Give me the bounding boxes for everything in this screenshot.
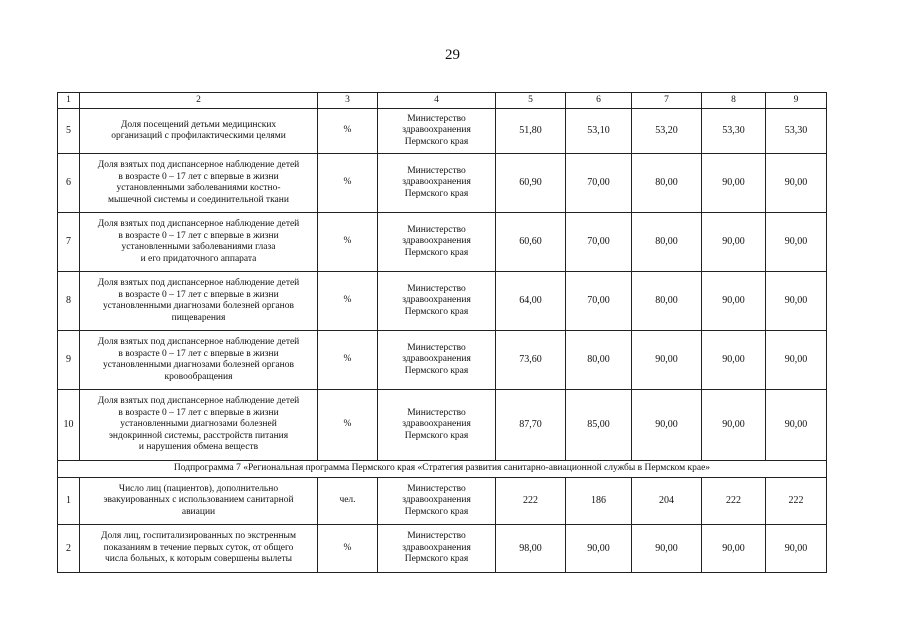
value-cell: 73,60 (496, 331, 566, 390)
page-number: 29 (445, 47, 460, 63)
header-cell: 5 (496, 93, 566, 109)
row-number: 8 (58, 272, 80, 331)
value-cell: 60,90 (496, 154, 566, 213)
responsible-cell: Министерство здравоохранения Пермского края (378, 525, 496, 573)
value-cell: 53,30 (766, 109, 827, 154)
value-cell: 90,00 (766, 390, 827, 461)
value-cell: 80,00 (632, 213, 702, 272)
value-cell: 90,00 (702, 154, 766, 213)
responsible-cell: Министерство здравоохранения Пермского края (378, 331, 496, 390)
value-cell: 90,00 (766, 331, 827, 390)
table-row (58, 272, 827, 331)
indicator-name: Доля взятых под диспансерное наблюдение детей в возрасте 0 – 17 лет с впервые в жизни установленными заболеваниями костно- мышечной системы и соединительной ткани (80, 154, 318, 213)
value-cell: 222 (766, 478, 827, 525)
value-cell: 90,00 (702, 390, 766, 461)
indicator-name: Доля посещений детьми медицинских организаций с профилактическими целями (80, 109, 318, 154)
table-row (58, 331, 827, 390)
table-row (58, 154, 827, 213)
value-cell: 90,00 (632, 390, 702, 461)
indicator-name: Число лиц (пациентов), дополнительно эвакуированных с использованием санитарной авиации (80, 478, 318, 525)
value-cell: 90,00 (702, 213, 766, 272)
table-row (58, 478, 827, 525)
value-cell: 70,00 (566, 154, 632, 213)
value-cell: 53,30 (702, 109, 766, 154)
value-cell: 70,00 (566, 213, 632, 272)
header-cell: 6 (566, 93, 632, 109)
value-cell: 51,80 (496, 109, 566, 154)
value-cell: 204 (632, 478, 702, 525)
indicator-name: Доля взятых под диспансерное наблюдение детей в возрасте 0 – 17 лет с впервые в жизни установленными заболеваниями глаза и его придаточного аппарата (80, 213, 318, 272)
unit-cell: % (318, 154, 378, 213)
unit-cell: % (318, 213, 378, 272)
header-cell: 8 (702, 93, 766, 109)
indicator-name: Доля взятых под диспансерное наблюдение детей в возрасте 0 – 17 лет с впервые в жизни установленными диагнозами болезней эндокринной системы, расстройств питания и нарушения обмена веществ (80, 390, 318, 461)
unit-cell: % (318, 525, 378, 573)
table-row (58, 390, 827, 461)
value-cell: 90,00 (766, 525, 827, 573)
subprogram-title: Подпрограмма 7 «Региональная программа Пермского края «Стратегия развития санитарно-авиационной службы в Пермском крае» (58, 461, 827, 478)
responsible-cell: Министерство здравоохранения Пермского края (378, 109, 496, 154)
responsible-cell: Министерство здравоохранения Пермского края (378, 154, 496, 213)
value-cell: 98,00 (496, 525, 566, 573)
header-cell: 1 (58, 93, 80, 109)
value-cell: 85,00 (566, 390, 632, 461)
row-number: 6 (58, 154, 80, 213)
row-number: 7 (58, 213, 80, 272)
row-number: 2 (58, 525, 80, 573)
indicator-name: Доля взятых под диспансерное наблюдение детей в возрасте 0 – 17 лет с впервые в жизни установленными диагнозами болезней органов кровообращения (80, 331, 318, 390)
value-cell: 64,00 (496, 272, 566, 331)
row-number: 1 (58, 478, 80, 525)
responsible-cell: Министерство здравоохранения Пермского края (378, 213, 496, 272)
unit-cell: чел. (318, 478, 378, 525)
row-number: 10 (58, 390, 80, 461)
header-cell: 2 (80, 93, 318, 109)
value-cell: 90,00 (766, 154, 827, 213)
value-cell: 80,00 (632, 154, 702, 213)
table-row (58, 213, 827, 272)
unit-cell: % (318, 272, 378, 331)
value-cell: 90,00 (766, 213, 827, 272)
header-cell: 4 (378, 93, 496, 109)
header-cell: 3 (318, 93, 378, 109)
table-header-row (58, 93, 827, 109)
indicator-name: Доля взятых под диспансерное наблюдение детей в возрасте 0 – 17 лет с впервые в жизни установленными диагнозами болезней органов пищеварения (80, 272, 318, 331)
value-cell: 90,00 (702, 272, 766, 331)
value-cell: 87,70 (496, 390, 566, 461)
value-cell: 90,00 (702, 331, 766, 390)
value-cell: 70,00 (566, 272, 632, 331)
value-cell: 222 (496, 478, 566, 525)
value-cell: 186 (566, 478, 632, 525)
value-cell: 90,00 (632, 331, 702, 390)
value-cell: 60,60 (496, 213, 566, 272)
unit-cell: % (318, 109, 378, 154)
row-number: 9 (58, 331, 80, 390)
value-cell: 90,00 (702, 525, 766, 573)
value-cell: 90,00 (566, 525, 632, 573)
responsible-cell: Министерство здравоохранения Пермского края (378, 390, 496, 461)
value-cell: 53,20 (632, 109, 702, 154)
value-cell: 53,10 (566, 109, 632, 154)
header-cell: 9 (766, 93, 827, 109)
value-cell: 90,00 (632, 525, 702, 573)
value-cell: 80,00 (566, 331, 632, 390)
table-row (58, 525, 827, 573)
value-cell: 80,00 (632, 272, 702, 331)
section-row (58, 461, 827, 478)
indicators-table (57, 92, 827, 573)
responsible-cell: Министерство здравоохранения Пермского края (378, 478, 496, 525)
header-cell: 7 (632, 93, 702, 109)
value-cell: 222 (702, 478, 766, 525)
unit-cell: % (318, 331, 378, 390)
unit-cell: % (318, 390, 378, 461)
row-number: 5 (58, 109, 80, 154)
responsible-cell: Министерство здравоохранения Пермского края (378, 272, 496, 331)
indicator-name: Доля лиц, госпитализированных по экстренным показаниям в течение первых суток, от общего числа больных, к которым совершены вылеты (80, 525, 318, 573)
table-row (58, 109, 827, 154)
value-cell: 90,00 (766, 272, 827, 331)
